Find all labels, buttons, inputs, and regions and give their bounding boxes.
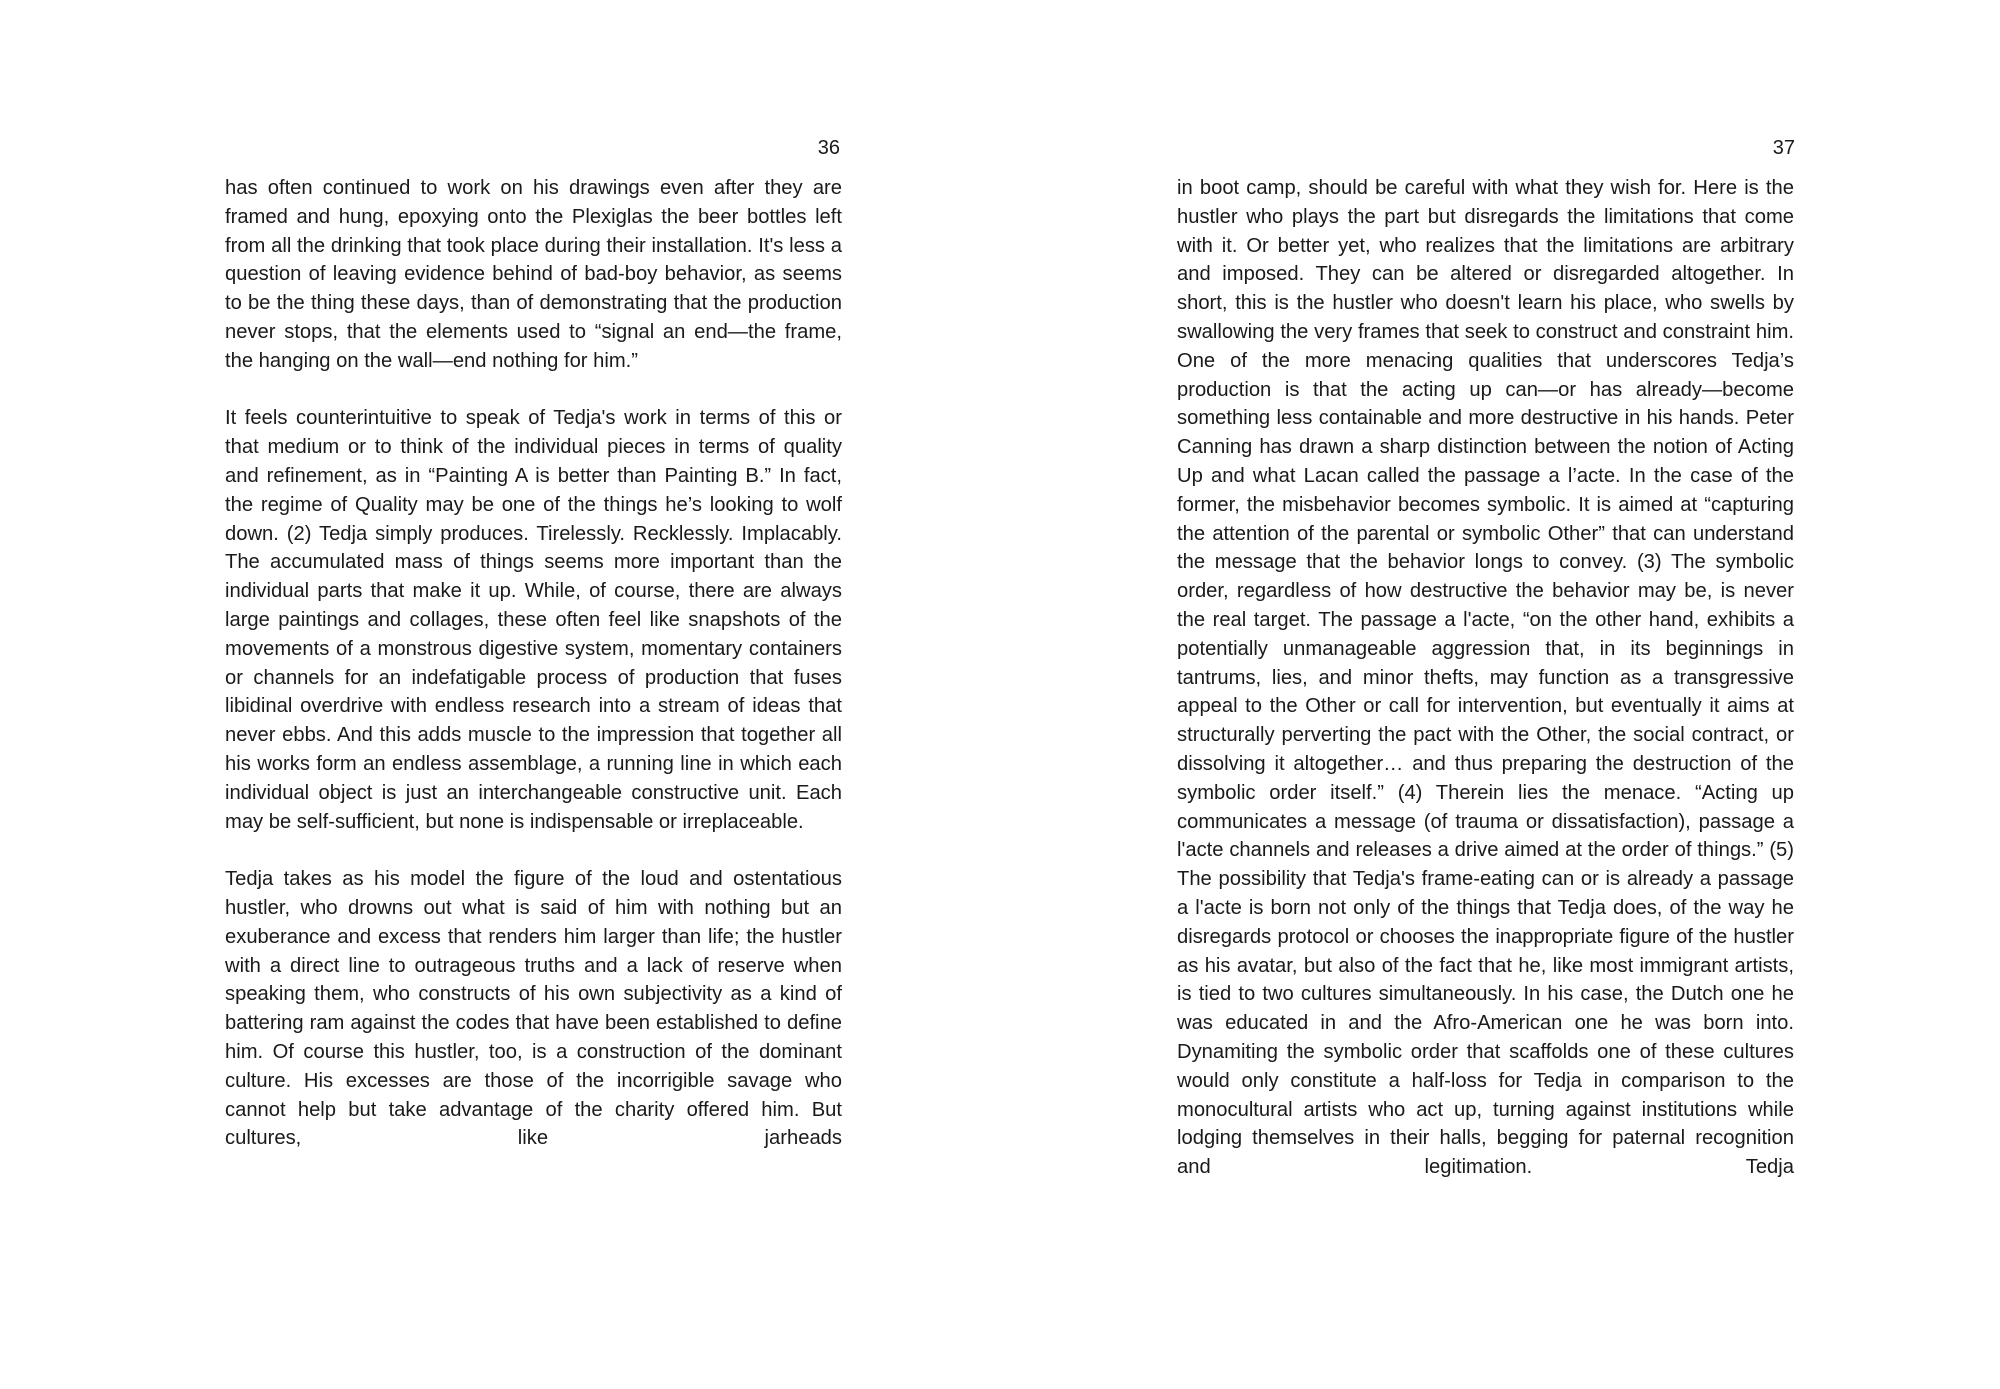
paragraph: It feels counterintuitive to speak of Tedja's work in terms of this or that medium or to think of the individual pieces in terms of quality and refinement, as in “Painting A is better than Painting B.” In fact, the regime of Quality may be one of the things he’s looking to wolf down. (2) Tedja simply produces. Tirelessly. Recklessly. Implacably. The accumulated mass of things seems more important than the individual parts that make it up. While, of course, there are always large paintings and collages, these often feel like snapshots of the movements of a monstrous digestive system, momentary containers or channels for an indefatigable process of production that fuses libidinal overdrive with endless research into a stream of ideas that never ebbs. And this adds muscle to the impression that together all his works form an endless assemblage, a running line in which each individual object is just an interchangeable constructive unit. Each may be self-sufficient, but none is indispensable or irreplaceable. bbox=[225, 407, 842, 833]
paragraph: has often continued to work on his drawings even after they are framed and hung, epoxying onto the Plexiglas the beer bottles left from all the drinking that took place during their installation. It's less a question of leaving evidence behind of bad-boy behavior, as seems to be the thing these days, than of demonstrating that the production never stops, that the elements used to “signal an end—the frame, the hanging on the wall—end nothing for him.” bbox=[225, 177, 842, 372]
body-text bbox=[1177, 174, 1794, 1182]
paragraph: Tedja takes as his model the figure of the loud and ostentatious hustler, who drowns out what is said of him with nothing but an exuberance and excess that renders him larger than life; the hustler with a direct line to outrageous truths and a lack of reserve when speaking them, who constructs of his own subjectivity as a kind of battering ram against the codes that have been established to define him. Of course this hustler, too, is a construction of the dominant culture. His excesses are those of the incorrigible savage who cannot help but take advantage of the charity offered him. But cultures, like jarheads bbox=[225, 868, 842, 1150]
page-number: 37 bbox=[1772, 137, 1795, 159]
right-page bbox=[1000, 0, 2000, 1389]
body-text bbox=[225, 174, 842, 1153]
page-number: 36 bbox=[817, 137, 840, 159]
paragraph: in boot camp, should be careful with what they wish for. Here is the hustler who plays the part but disregards the limitations that come with it. Or better yet, who realizes that the limitations are arbitrary and imposed. They can be altered or disregarded altogether. In short, this is the hustler who doesn't learn his place, who swells by swallowing the very frames that seek to construct and constraint him. One of the more menacing qualities that underscores Tedja’s production is that the acting up can—or has already—become something less containable and more destructive in his hands. Peter Canning has drawn a sharp distinction between the notion of Acting Up and what Lacan called the passage a l’acte. In the case of the former, the misbehavior becomes symbolic. It is aimed at “capturing the attention of the parental or symbolic Other” that can understand the message that the behavior longs to convey. (3) The symbolic order, regardless of how destructive the behavior may be, is never the real target. The passage a l'acte, “on the other hand, exhibits a potentially unmanageable aggression that, in its beginnings in tantrums, lies, and minor thefts, may function as a transgressive appeal to the Other or call for intervention, but eventually it aims at structurally perverting the pact with the Other, the social contract, or dissolving it altogether… and thus preparing the destruction of the symbolic order itself.” (4) Therein lies the menace. “Acting up communicates a message (of trauma or dissatisfaction), passage a l'acte channels and releases a drive aimed at the order of things.” (5) The possibility that Tedja's frame-eating can or is already a passage a l'acte is born not only of the things that Tedja does, of the way he disregards protocol or chooses the inappropriate figure of the hustler as his avatar, but also of the fact that he, like most immigrant artists, is tied to two cultures simultaneously. In his case, the Dutch one he was educated in and the Afro-American one he was born into. Dynamiting the symbolic order that scaffolds one of these cultures would only constitute a half-loss for Tedja in comparison to the monocultural artists who act up, turning against institutions while lodging themselves in their halls, begging for paternal recognition and legitimation. Tedja bbox=[1177, 177, 1794, 1179]
